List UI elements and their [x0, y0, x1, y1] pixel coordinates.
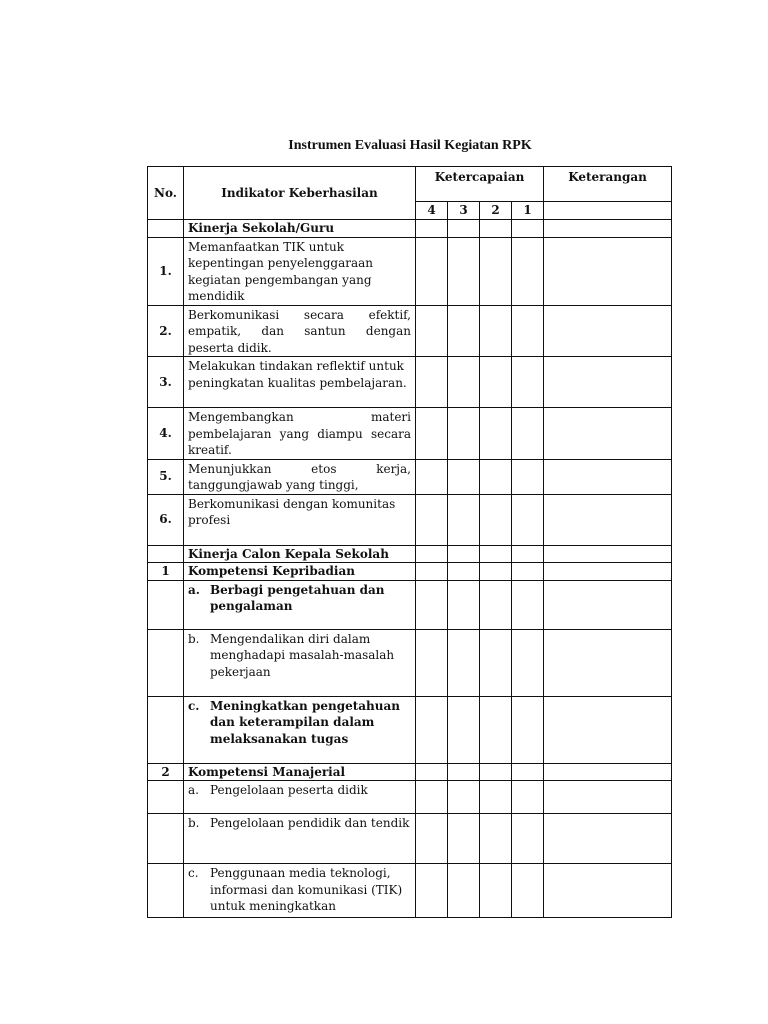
indicator-text: Berkomunikasi dengan komunitas profesi — [184, 494, 416, 545]
table-row — [148, 408, 672, 460]
table-row — [148, 864, 672, 918]
table-row — [148, 629, 672, 696]
indicator-text: Berkomunikasi secara efektif, empatik, dan santun dengan peserta didik. — [184, 305, 416, 357]
score-header-2: 2 — [480, 202, 512, 220]
list-item: c. Penggunaan media teknologi, informasi dan komunikasi (TIK) untuk meningkatkan — [188, 866, 403, 913]
group-number: 2 — [148, 763, 184, 781]
header-indikator: Indikator Keberhasilan — [184, 167, 416, 220]
header-keterangan: Keterangan — [544, 167, 672, 202]
group-row — [148, 563, 672, 581]
row-number: 5. — [148, 459, 184, 494]
row-number: 4. — [148, 408, 184, 460]
list-item: a. Berbagi pengetahuan dan pengalaman — [188, 582, 385, 613]
table-row — [148, 357, 672, 408]
section-row — [148, 545, 672, 563]
score-header-4: 4 — [416, 202, 448, 220]
group-number: 1 — [148, 563, 184, 581]
section-title: Kinerja Calon Kepala Sekolah — [184, 545, 416, 563]
indicator-text: Mengembangkan materi pembelajaran yang diampu secara kreatif. — [184, 408, 416, 460]
group-row — [148, 763, 672, 781]
table-row — [148, 237, 672, 305]
indicator-text: Melakukan tindakan reflektif untuk peningkatan kualitas pembelajaran. — [184, 357, 416, 408]
evaluation-table — [147, 166, 672, 918]
indicator-text: Memanfaatkan TIK untuk kepentingan penyelenggaraan kegiatan pengembangan yang mendidik — [184, 237, 416, 305]
table-row — [148, 305, 672, 357]
table-row — [148, 459, 672, 494]
section-row — [148, 219, 672, 237]
header-no: No. — [148, 167, 184, 220]
list-item: b. Mengendalikan diri dalam menghadapi masalah-masalah pekerjaan — [188, 631, 395, 679]
table-row — [148, 494, 672, 545]
group-title: Kompetensi Manajerial — [184, 763, 416, 781]
indicator-text: Menunjukkan etos kerja, tanggungjawab yang tinggi, — [184, 459, 416, 494]
section-title: Kinerja Sekolah/Guru — [184, 219, 416, 237]
page-title: Instrumen Evaluasi Hasil Kegiatan RPK — [288, 138, 532, 153]
group-title: Kompetensi Kepribadian — [184, 563, 416, 581]
table-row — [148, 696, 672, 763]
row-number: 6. — [148, 494, 184, 545]
table-row — [148, 781, 672, 814]
header-ketercapaian: Ketercapaian — [416, 167, 544, 202]
keterangan-cell — [544, 202, 672, 220]
list-item: a. Pengelolaan peserta didik — [188, 783, 368, 797]
list-item: c. Meningkatkan pengetahuan dan keterampilan dalam melaksanakan tugas — [188, 698, 400, 746]
score-header-1: 1 — [512, 202, 544, 220]
row-number: 1. — [148, 237, 184, 305]
row-number: 2. — [148, 305, 184, 357]
table-row — [148, 814, 672, 864]
list-item: b. Pengelolaan pendidik dan tendik — [188, 816, 410, 830]
row-number: 3. — [148, 357, 184, 408]
table-row — [148, 580, 672, 629]
score-header-3: 3 — [448, 202, 480, 220]
